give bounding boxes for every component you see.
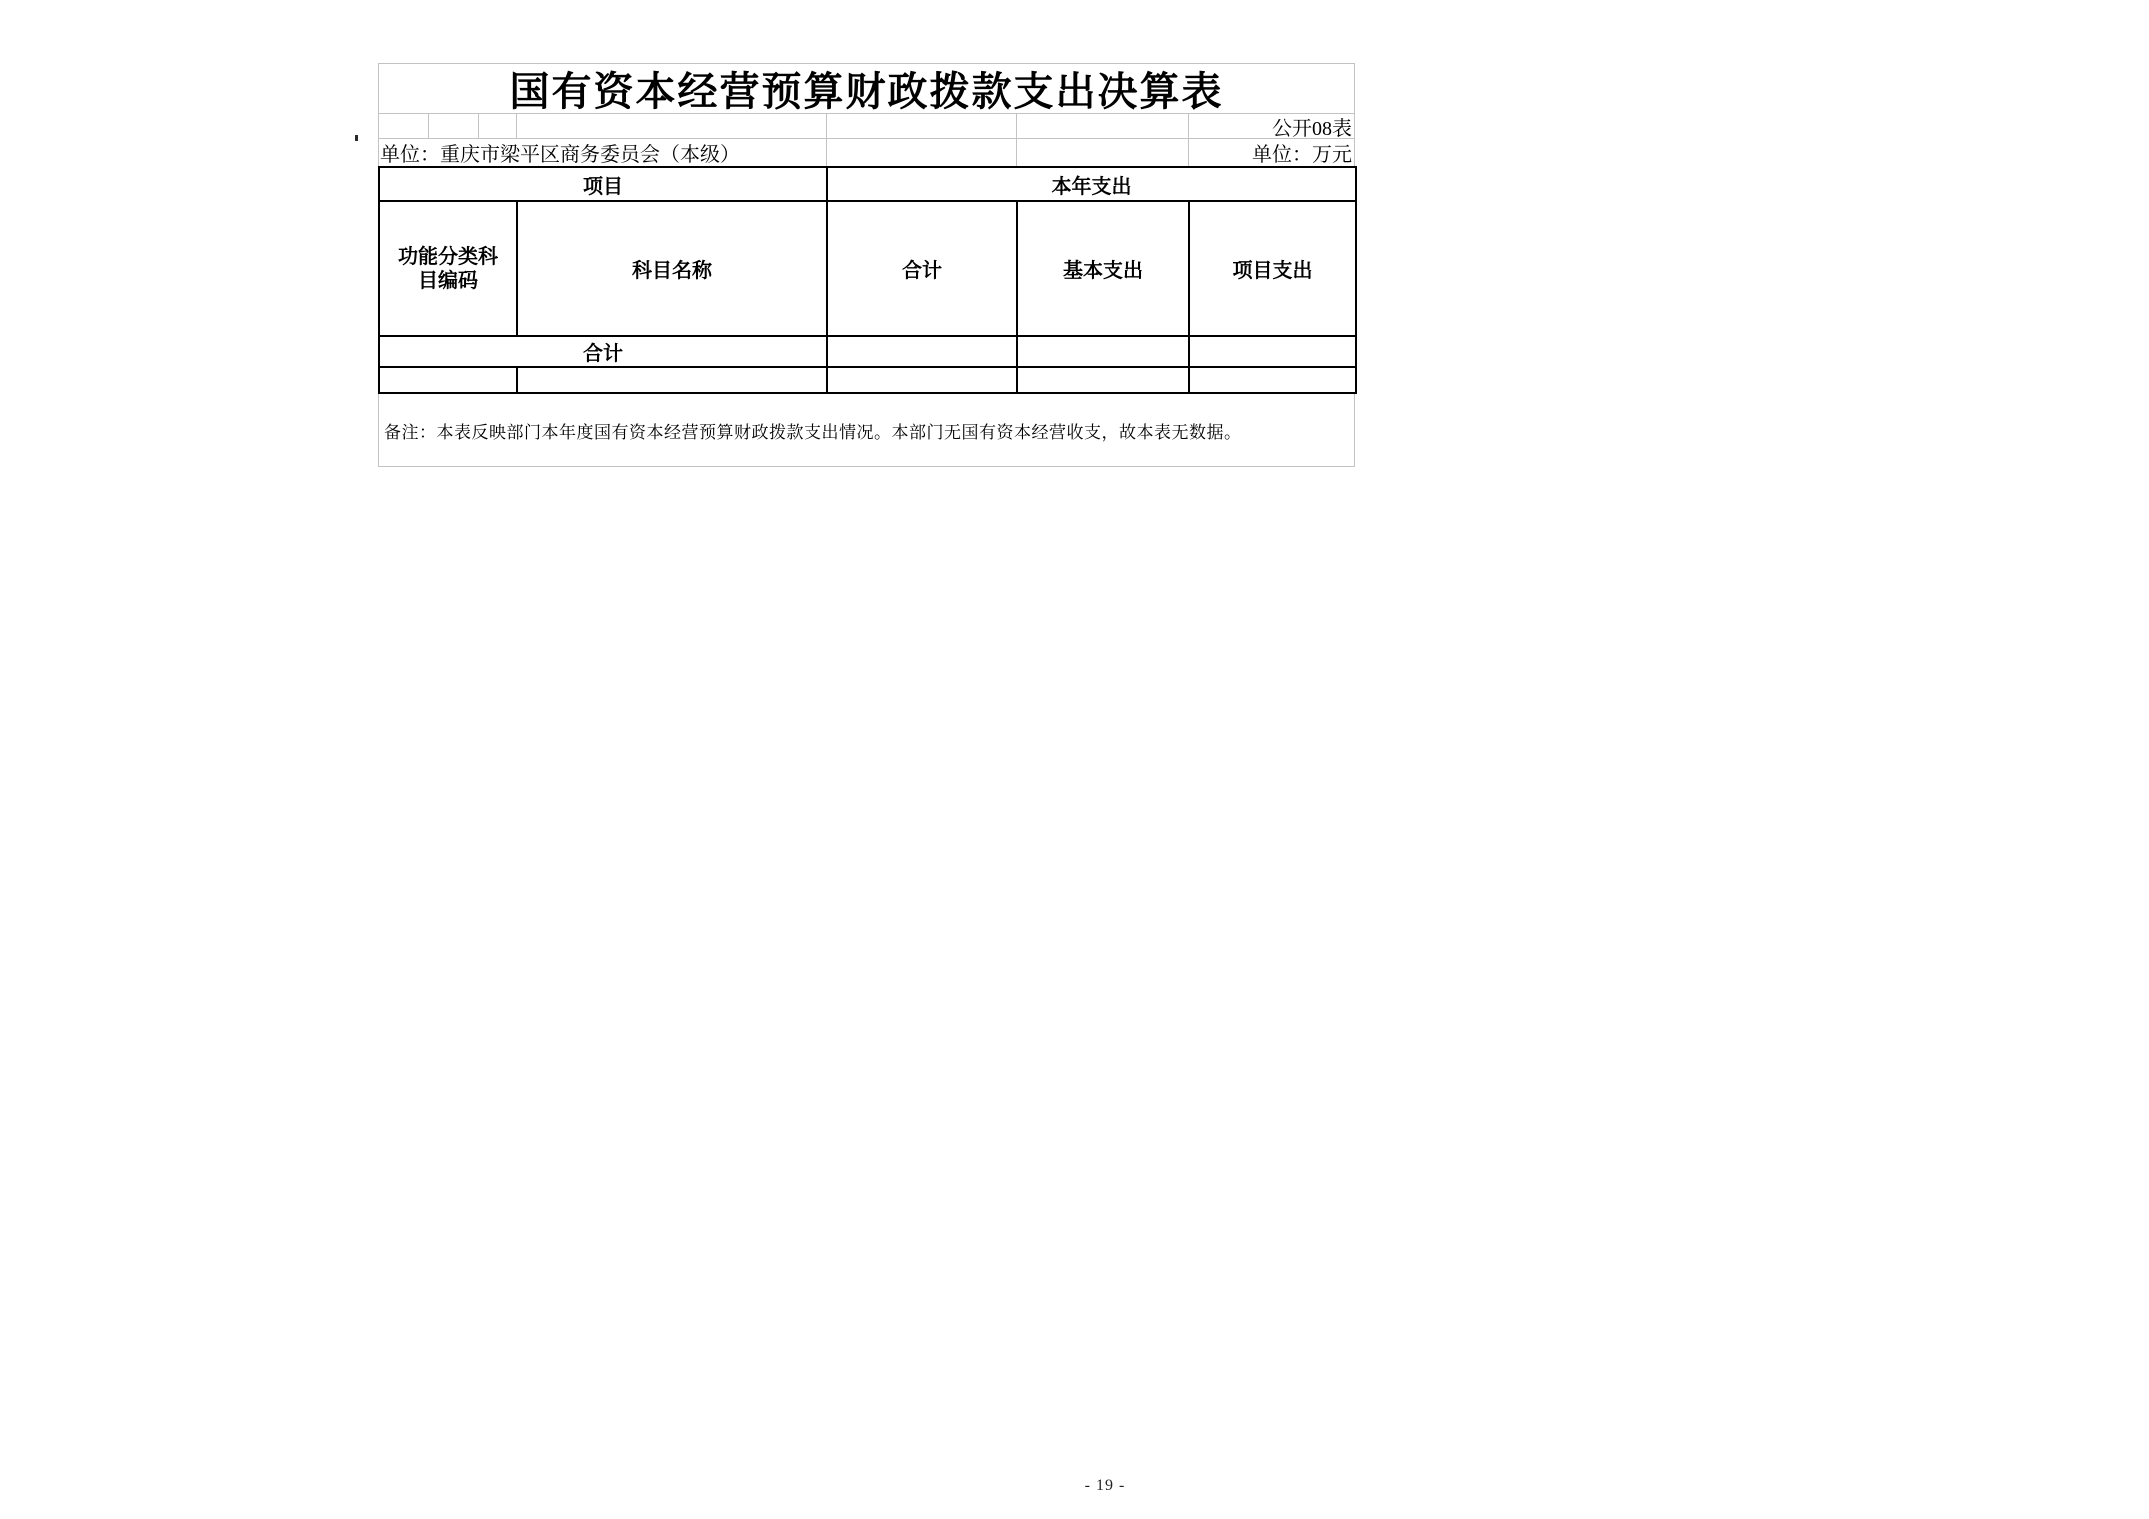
note-text: 备注：本表反映部门本年度国有资本经营预算财政拨款支出情况。本部门无国有资本经营收支，故本表无数据。 (384, 422, 1242, 442)
empty-row-total (827, 367, 1017, 393)
header-function-code (379, 201, 517, 336)
header-function-code-label: 功能分类科目编码 (398, 245, 498, 292)
empty-row-name (517, 367, 827, 393)
grid-cell (826, 138, 1016, 166)
table-row-empty (379, 367, 1356, 393)
total-row-project-value (1189, 336, 1356, 367)
table-code: 公开08表 (1188, 113, 1355, 138)
header-group-project: 项目 (379, 167, 827, 201)
header-total: 合计 (827, 201, 1017, 336)
expenditure-table (378, 166, 1357, 394)
grid-cell (1016, 138, 1188, 166)
note-area (378, 394, 1355, 467)
empty-row-code (379, 367, 517, 393)
page-title: 国有资本经营预算财政拨款支出决算表 (509, 69, 1224, 114)
total-row-total-value (827, 336, 1017, 367)
header-group-row (379, 167, 1356, 201)
grid-cell (1016, 113, 1188, 138)
empty-row-basic (1017, 367, 1189, 393)
grid-cell (516, 113, 826, 138)
page-number: - 19 - (1084, 1477, 1126, 1494)
header-row (379, 201, 1356, 336)
header-project-expenditure: 项目支出 (1189, 201, 1356, 336)
table-code-row (378, 113, 1355, 138)
total-row-label: 合计 (379, 336, 827, 367)
report-sheet (378, 63, 1355, 467)
grid-cell (826, 113, 1016, 138)
header-group-expenditure: 本年支出 (827, 167, 1356, 201)
unit-organization: 单位：重庆市梁平区商务委员会（本级） (378, 138, 826, 166)
unit-currency: 单位：万元 (1188, 138, 1355, 166)
empty-row-project (1189, 367, 1356, 393)
total-row-basic-value (1017, 336, 1189, 367)
grid-cell (428, 113, 478, 138)
scan-artifact (355, 135, 358, 141)
unit-row (378, 138, 1355, 166)
grid-cell (478, 113, 516, 138)
header-subject-name: 科目名称 (517, 201, 827, 336)
grid-cell (378, 113, 428, 138)
header-basic-expenditure: 基本支出 (1017, 201, 1189, 336)
table-row-total (379, 336, 1356, 367)
title-row (378, 63, 1355, 113)
